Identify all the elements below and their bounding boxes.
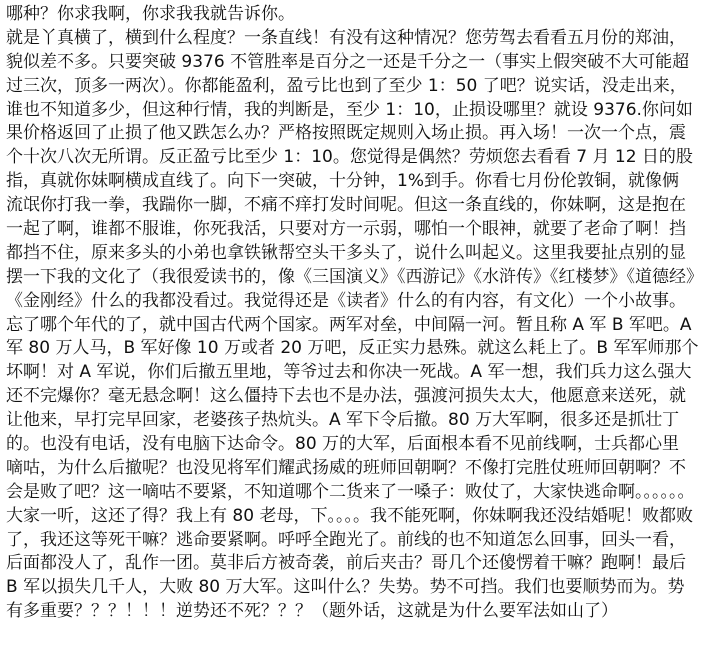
text-line: 坏啊！对 A 军说，你们后撤五里地，等爷过去和你决一死战。A 军一想，我们兵力这么强大 (6, 362, 692, 383)
text-line: 过三次，顶多一两次）。你都能盈利，盈亏比也到了至少 1：50 了吧？说实话，没走出来， (6, 75, 687, 96)
text-line: 个十次八次无所谓。反正盈亏比至少 1：10。您觉得是偶然？劳烦您去看看 7 月 12 日的股 (6, 147, 693, 168)
text-line: 《金刚经》什么的我都没看过。我觉得还是《读者》什么的有内容，有文化）一个小故事。 (6, 290, 686, 311)
text-line: B 军以损失几千人，大败 80 万大军。这叫什么？失势。势不可挡。我们也要顺势而为。势 (6, 577, 685, 598)
text-line: 一起了啊，谁都不服谁，你死我活，只要对方一示弱，哪怕一个眼神，就要了老命了啊！挡 (6, 219, 686, 240)
text-line: 指，真就你妹啊横成直线了。向下一突破，十分钟，1%到手。你看七月份伦敦铜，就像俩 (6, 171, 679, 192)
text-line: 哪种？你求我啊，你求我我就告诉你。 (6, 4, 295, 24)
text-line: 大家一听，这还了得？我上有 80 老母，下。。。。我不能死啊，你妹啊我还没结婚呢！败都败 (6, 505, 693, 526)
text-line: 摆一下我的文化了（我很爱读书的，像《三国演义》《西游记》《水浒传》《红楼梦》《道德经》 (6, 266, 703, 287)
text-line: 还不完爆你？毫无悬念啊！这么僵持下去也不是办法，强渡河损失太大，他愿意来送死，就 (6, 386, 686, 407)
text-line: 嘀咕，为什么后撤呢？也没见将军们耀武扬威的班师回朝啊？不像打完胜仗班师回朝啊？不 (6, 457, 686, 478)
text-line: 有多重要？？？！！！逆势还不死？？？（题外话，这就是为什么要军法如山了） (6, 601, 618, 622)
text-line: 军 80 万人马，B 军好像 10 万或者 20 万吧，反正实力悬殊。就这么耗上了。B 军军师那个 (6, 338, 699, 359)
text-line: 就是丫真横了，横到什么程度？一条直线！有没有这种情况？您劳驾去看看五月份的郑油， (6, 27, 686, 48)
text-line: 的。也没有电话，没有电脑下达命令。80 万的大军，后面根本看不见前线啊，士兵都心里 (6, 434, 680, 455)
text-line: 让他来，早打完早回家，老婆孩子热炕头。A 军下令后撤。80 万大军啊，很多还是抓壮丁 (6, 410, 680, 431)
text-line: 流氓你打我一拳，我踹你一脚，不痛不痒打发时间呢。但这一条直线的，你妹啊，这是抱在 (6, 195, 686, 216)
text-line: 后面都没人了，乱作一团。莫非后方被奇袭，前后夹击？哥几个还傻愣着干嘛？跑啊！最后 (6, 553, 686, 574)
text-line: 貌似差不多。只要突破 9376 不管胜率是百分之一还是千分之一（事实上假突破不大可能超 (6, 51, 690, 72)
text-line: 了，我还这等死干嘛？逃命要紧啊。呼呼全跑光了。前线的也不知道怎么回事，回头一看， (6, 529, 686, 550)
text-line: 都挡不住，原来多头的小弟也拿铁锹帮空头干多头了，说什么叫起义。这里我要扯点别的显 (6, 242, 686, 263)
text-line: 忘了哪个年代的了，就中国古代两个国家。两军对垒，中间隔一河。暂且称 A 军 B 军吧。A (6, 314, 692, 335)
text-line: 果价格返回了止损了他又跌怎么办？严格按照既定规则入场止损。再入场！一次一个点，震 (6, 123, 686, 144)
text-line: 谁也不知道多少，但这种行情，我的判断是，至少 1：10，止损设哪里？就设 9376.你问如 (6, 99, 693, 120)
text-line: 会是败了吧？这一嘀咕不要紧，不知道哪个二货来了一嗓子：败仗了，大家快逃命啊。。。。。。 (6, 481, 695, 502)
